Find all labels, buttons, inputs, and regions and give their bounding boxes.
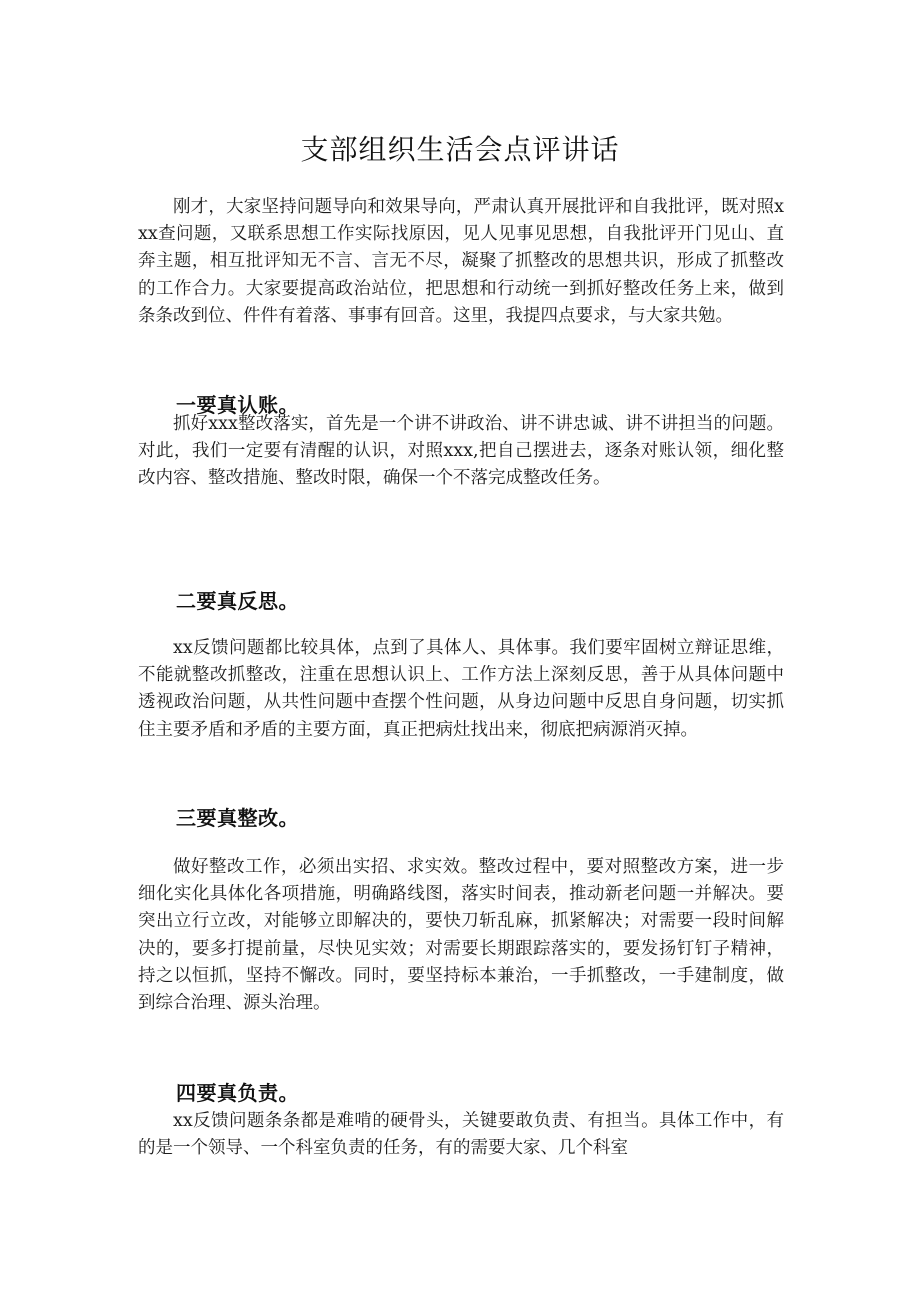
section-paragraph-1: 抓好xxx整改落实，首先是一个讲不讲政治、讲不讲忠诚、讲不讲担当的问题。对此，我们一定要有清醒的认识，对照xxx,把自己摆进去，逐条对账认领，细化整改内容、整改措施、整改时限，确保一个不落完成整改任务。 <box>138 414 784 489</box>
section-paragraph-2: xx反馈问题都比较具体，点到了具体人、具体事。我们要牢固树立辩证思维，不能就整改抓整改，注重在思想认识上、工作方法上深刻反思，善于从具体问题中透视政治问题，从共性问题中查摆个性问题，从身边问题中反思自身问题，切实抓住主要矛盾和矛盾的主要方面，真正把病灶找出来，彻底把病源消灭掉。 <box>138 638 784 740</box>
section-paragraph-4: xx反馈问题条条都是难啃的硬骨头，关键要敢负责、有担当。具体工作中，有的是一个领导、一个科室负责的任务，有的需要大家、几个科室 <box>138 1111 784 1159</box>
document-title: 支部组织生活会点评讲话 <box>300 133 620 166</box>
section-heading-1: 一要真认账。 <box>176 393 299 417</box>
section-heading-2: 二要真反思。 <box>176 589 299 613</box>
section-heading-4: 四要真负责。 <box>176 1081 299 1105</box>
intro-paragraph: 刚才，大家坚持问题导向和效果导向，严肃认真开展批评和自我批评，既对照xxx查问题，又联系思想工作实际找原因，见人见事见思想，自我批评开门见山、直奔主题，相互批评知无不言、言无不尽，凝聚了抓整改的思想共识，形成了抓整改的工作合力。大家要提高政治站位，把思想和行动统一到抓好整改任务上来，做到条条改到位、件件有着落、事事有回音。这里，我提四点要求，与大家共勉。 <box>138 197 784 326</box>
section-paragraph-3: 做好整改工作，必须出实招、求实效。整改过程中，要对照整改方案，进一步细化实化具体化各项措施，明确路线图，落实时间表，推动新老问题一并解决。要突出立行立改，对能够立即解决的，要快刀斩乱麻，抓紧解决；对需要一段时间解决的，要多打提前量，尽快见实效；对需要长期跟踪落实的，要发扬钉钉子精神，持之以恒抓，坚持不懈改。同时，要坚持标本兼治，一手抓整改，一手建制度，做到综合治理、源头治理。 <box>138 857 784 1014</box>
section-heading-3: 三要真整改。 <box>176 806 299 830</box>
